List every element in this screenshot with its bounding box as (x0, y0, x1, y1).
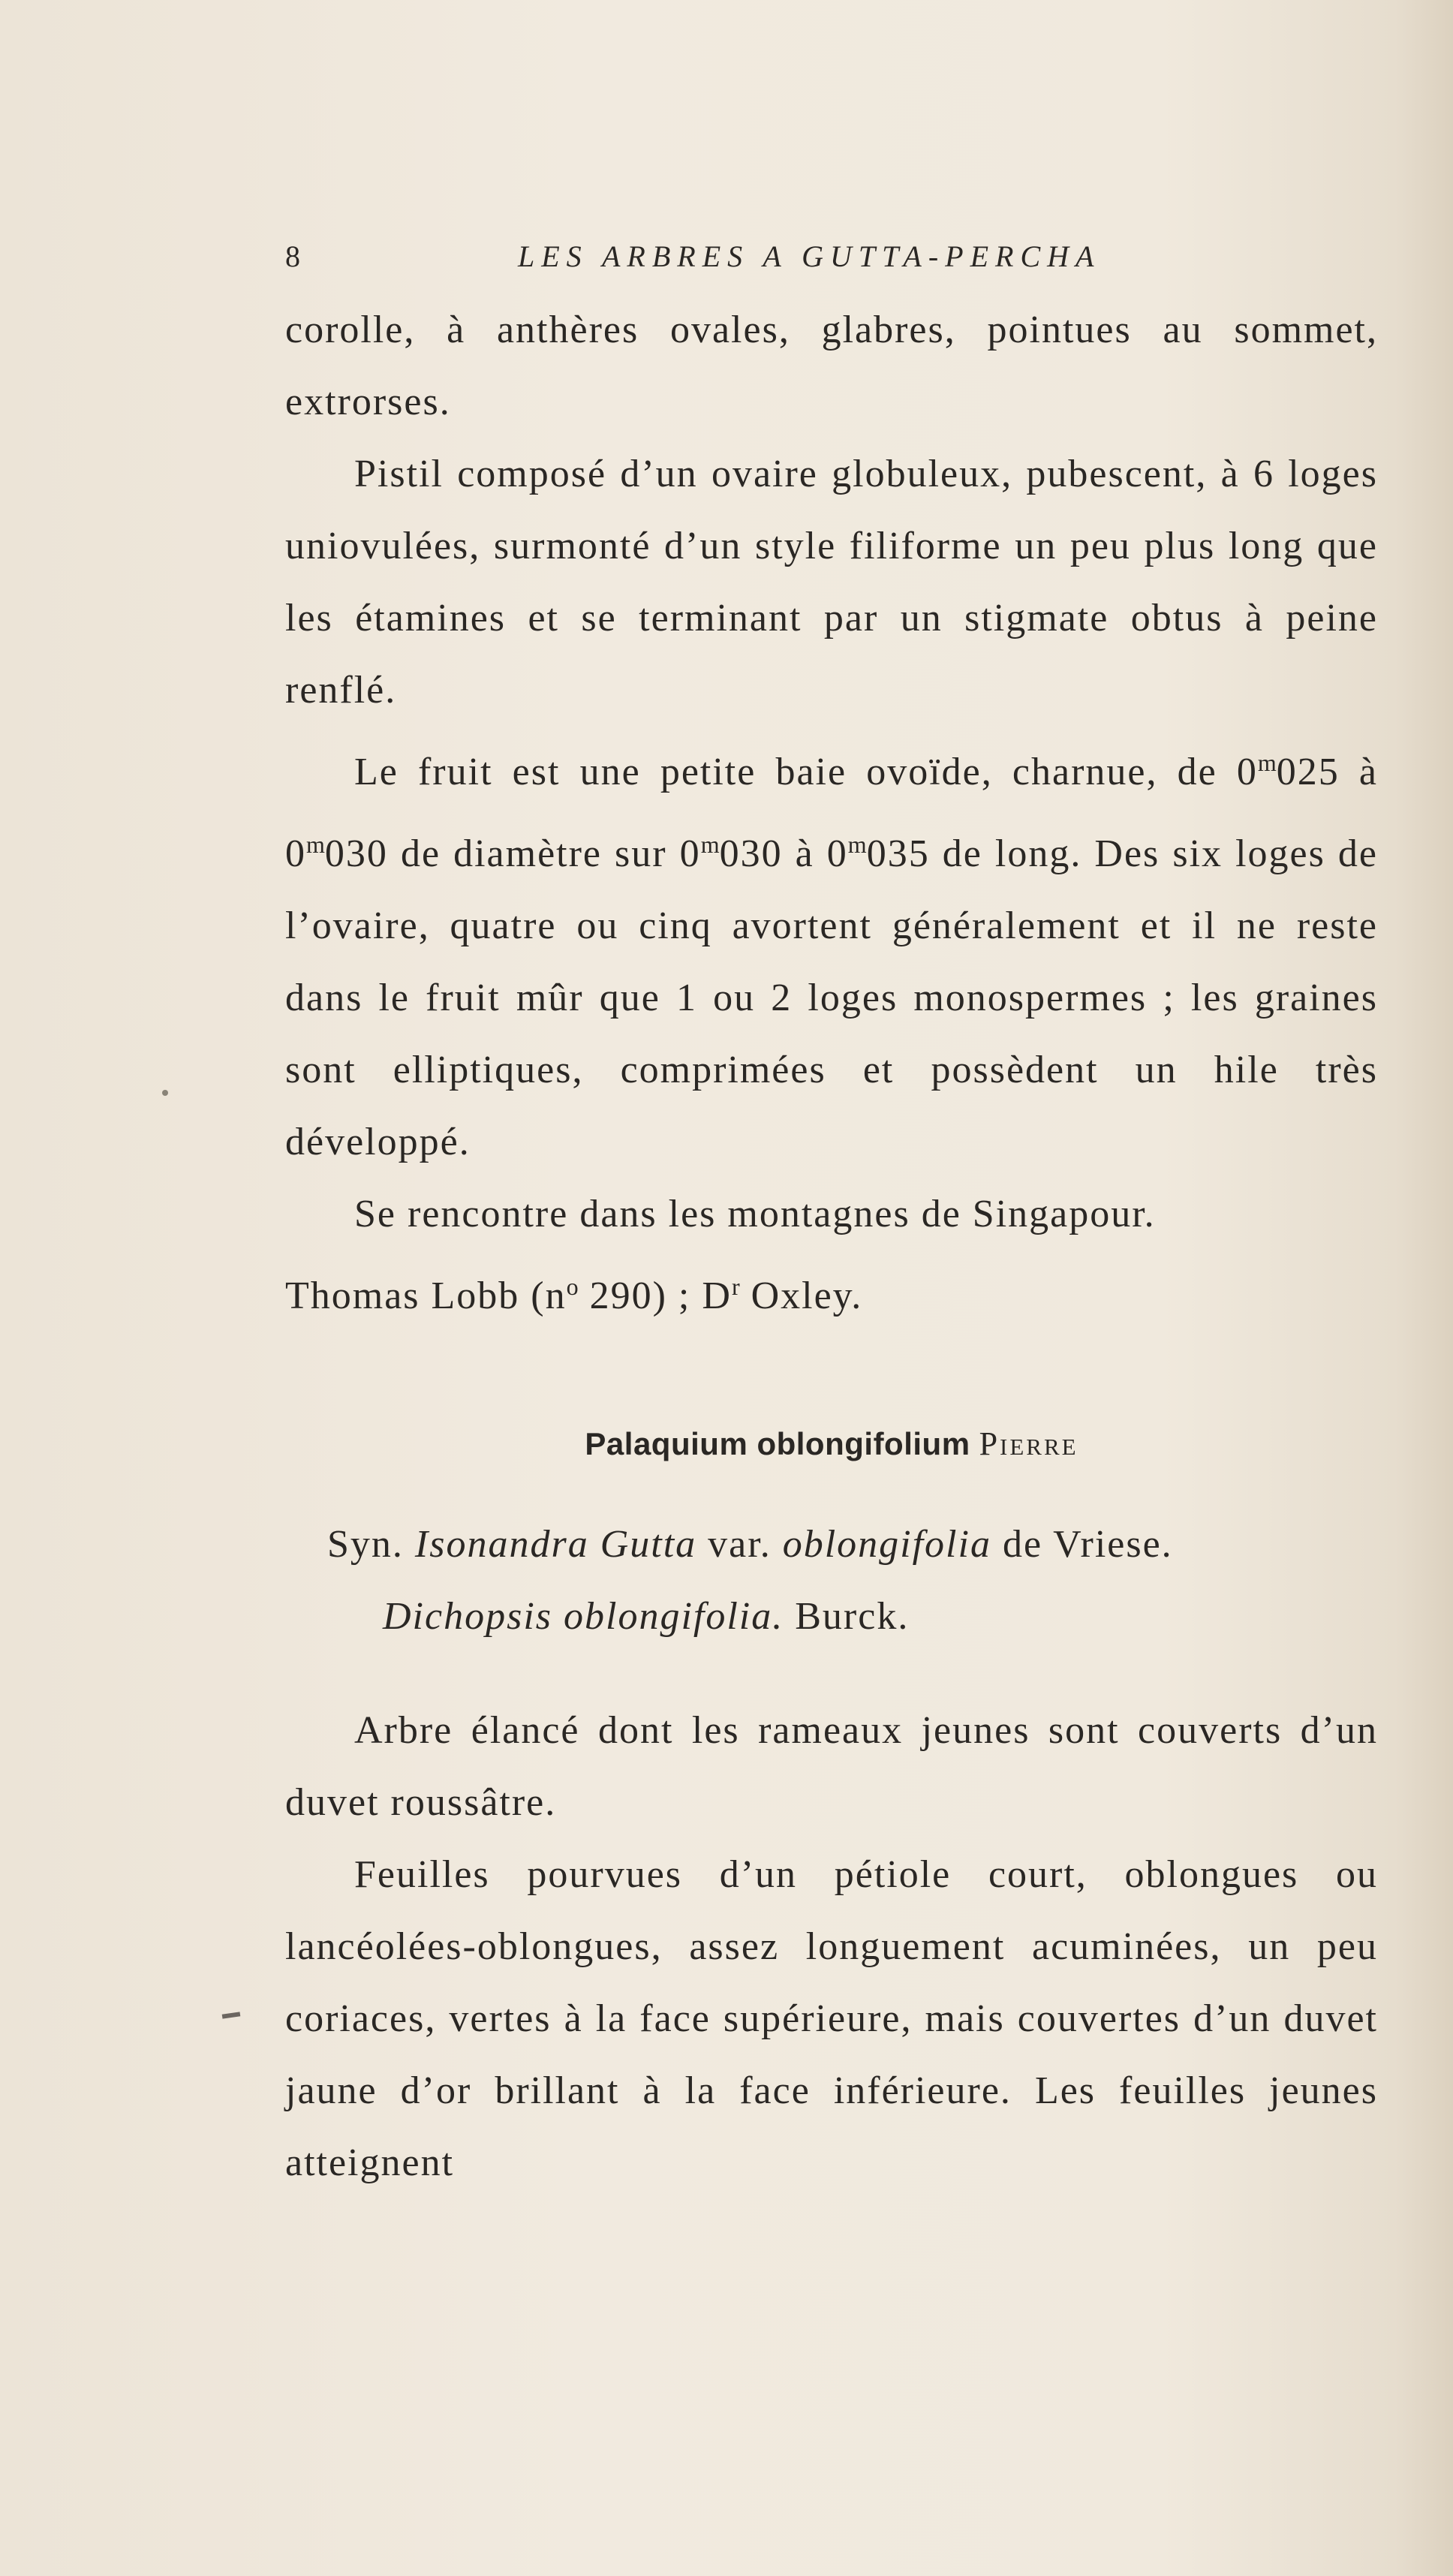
unit-meter-1: m (1257, 749, 1277, 776)
synonym-1-author: de Vriese. (991, 1523, 1173, 1566)
species-heading (285, 1425, 1378, 1463)
synonym-1-name: Isonandra Gutta (414, 1523, 697, 1566)
synonym-1-var: var. (696, 1523, 783, 1566)
paragraph-fruit (285, 727, 1378, 1178)
synonym-2-author: Burck. (784, 1595, 910, 1638)
synonym-line-1 (285, 1509, 1378, 1581)
margin-mark (222, 2012, 241, 2018)
species-description (285, 1695, 1378, 2199)
fruit-text-b: 025 à 0 (285, 751, 1378, 875)
species-name: Palaquium oblongifolium (585, 1426, 970, 1461)
fruit-text-d: 030 à 0 (719, 832, 848, 875)
page-header (285, 239, 1378, 276)
doctor-superscript: r (731, 1273, 740, 1300)
syn-label: Syn. (327, 1523, 415, 1566)
unit-meter-4: m (847, 831, 867, 858)
synonym-2-name: Dichopsis oblongifolia. (383, 1595, 784, 1638)
species-author: Pierre (979, 1425, 1078, 1462)
paragraph-locality: Se rencontre dans les montagnes de Singapour. (354, 1193, 1156, 1235)
paragraph-collectors (285, 1250, 1378, 1332)
numero-superscript: o (566, 1273, 579, 1300)
synonyms (285, 1509, 1378, 1653)
collector-text-c: Oxley. (739, 1274, 863, 1317)
collector-text-a: Thomas Lobb (n (285, 1274, 567, 1317)
paragraph-corolla: corolle, à anthères ovales, glabres, pointues au sommet, extrorses. (285, 308, 1378, 423)
paragraph-leaves: Feuilles pourvues d’un pétiole court, oblongues ou lancéolées-oblongues, assez longuement acuminées, un peu coriaces, vertes à la face supérieure, mais couvertes d’un duvet jaune d’or brillant à la face inférieure. Les feuilles jeunes atteignent (285, 1853, 1378, 2184)
collector-text-b: 290) ; D (578, 1274, 732, 1317)
fruit-text-e: 035 de long. Des six loges de l’ovaire, quatre ou cinq avortent généralement et il ne reste dans le fruit mûr que 1 ou 2 loges monospermes ; les graines sont elliptiques, comprimées et possèdent un hile très développé. (285, 832, 1378, 1163)
paragraph-tree: Arbre élancé dont les rameaux jeunes sont couverts d’un duvet roussâtre. (285, 1709, 1378, 1824)
paragraph-pistil: Pistil composé d’un ovaire globuleux, pubescent, à 6 loges uniovulées, surmonté d’un style filiforme un peu plus long que les étamines et se terminant par un stigmate obtus à peine renflé. (285, 453, 1378, 712)
unit-meter-3: m (700, 831, 720, 858)
unit-meter-2: m (306, 831, 325, 858)
fruit-text-a: Le fruit est une petite baie ovoïde, charnue, de 0 (354, 751, 1258, 793)
fruit-text-c: 030 de diamètre sur 0 (324, 832, 701, 875)
running-title: LES ARBRES A GUTTA-PERCHA (518, 239, 1101, 273)
margin-dot (162, 1090, 168, 1096)
synonym-1-epithet: oblongifolia (782, 1523, 991, 1566)
synonym-line-2 (285, 1581, 1378, 1653)
description-text (285, 294, 1378, 1332)
page-number: 8 (285, 239, 301, 273)
